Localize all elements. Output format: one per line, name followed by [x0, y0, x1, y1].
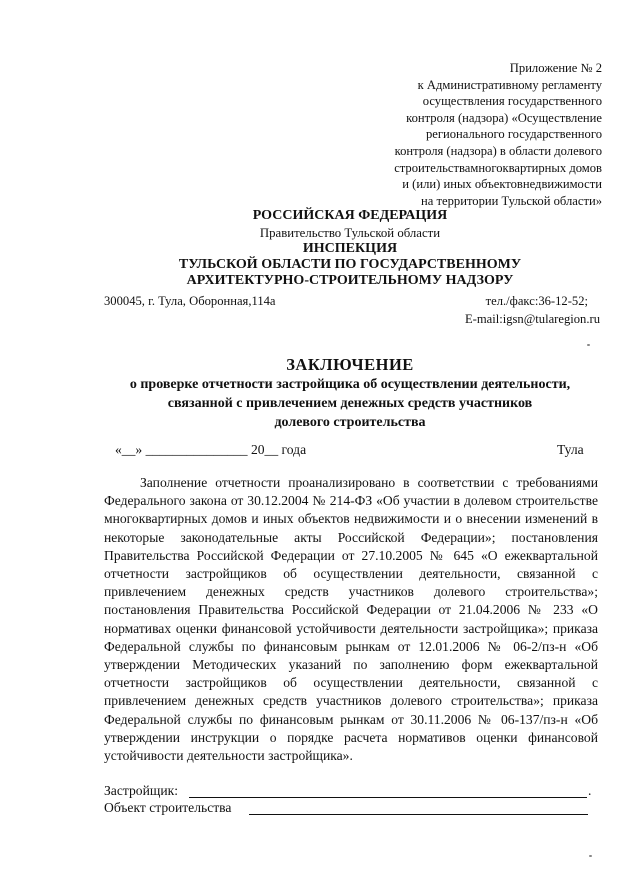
- body-paragraph: Заполнение отчетности проанализировано в соответствии с требованиями Федерального закона от 30.12.2004 № 214-ФЗ «Об участии в долевом строительстве многоквартирных домов и иных объектов недвижимости и о внесении изменений в некоторые законодательные акты Российской Федерации»; постановления Правительства Российской Федерации от 27.10.2005 № 645 «О ежеквартальной отчетности застройщиков об осуществлении деятельности, связанной с привлечением денежных средств участников долевого строительства»; постановления Правительства Российской Федерации от 21.04.2006 № 233 «О нормативах оценки финансовой устойчивости деятельности застройщика»; приказа Федеральной службы по финансовым рынкам от 12.01.2006 № 06-2/пз-н «Об утверждении Методических указаний по заполнению форм ежеквартальной отчетности застройщиков об осуществлении деятельности, связанной с привлечением денежных средств участников долевого строительства»; приказа Федеральной службы по финансовым рынкам от 30.11.2006 № 06-137/пз-н «Об утверждении инструкции о порядке расчета нормативов оценки финансовой устойчивости деятельности застройщика».: [104, 475, 598, 764]
- scan-speck: [587, 344, 590, 346]
- developer-end-dot: .: [588, 783, 592, 798]
- appendix-line: на территории Тульской области»: [421, 193, 602, 208]
- header-org-line2: АРХИТЕКТУРНО-СТРОИТЕЛЬНОМУ НАДЗОРУ: [186, 273, 514, 288]
- appendix-line: осуществления государственного: [422, 94, 602, 109]
- appendix-line: Приложение № 2: [509, 61, 602, 75]
- appendix-line: контроля (надзора) в области долевого: [394, 143, 602, 158]
- appendix-note: [330, 60, 602, 209]
- appendix-line: и (или) иных объектовнедвижимости: [402, 177, 602, 192]
- phone: тел./факс:36-12-52;: [485, 294, 588, 308]
- developer-label: Застройщик:: [104, 783, 178, 798]
- developer-fill-line: [189, 797, 587, 798]
- header-federation: РОССИЙСКАЯ ФЕДЕРАЦИЯ: [252, 208, 448, 223]
- date-line: «__» _______________ 20__ года: [115, 442, 307, 457]
- object-fill-line: [249, 814, 588, 815]
- appendix-line: к Административному регламенту: [417, 77, 602, 92]
- appendix-line: регионального государственного: [425, 127, 602, 142]
- city: Тула: [557, 442, 584, 457]
- header-government: Правительство Тульской области: [259, 226, 441, 240]
- object-label: Объект строительства: [104, 800, 232, 815]
- appendix-line: контроля (надзора) «Осуществление: [406, 110, 602, 125]
- email: E-mail:igsn@tularegion.ru: [464, 312, 600, 326]
- subtitle-line: о проверке отчетности застройщика об осуществлении деятельности,: [129, 377, 571, 392]
- header-inspection: ИНСПЕКЦИЯ: [302, 241, 398, 256]
- appendix-line: строительствамногоквартирных домов: [394, 160, 602, 175]
- subtitle-line: связанной с привлечением денежных средств участников: [167, 396, 533, 411]
- header-org-line1: ТУЛЬСКОЙ ОБЛАСТИ ПО ГОСУДАРСТВЕННОМУ: [178, 257, 522, 272]
- subtitle-line: долевого строительства: [274, 415, 426, 430]
- document-subtitle: [100, 375, 600, 432]
- scan-speck: [589, 855, 592, 857]
- address: 300045, г. Тула, Оборонная,114а: [104, 294, 276, 308]
- document-title: ЗАКЛЮЧЕНИЕ: [286, 355, 414, 374]
